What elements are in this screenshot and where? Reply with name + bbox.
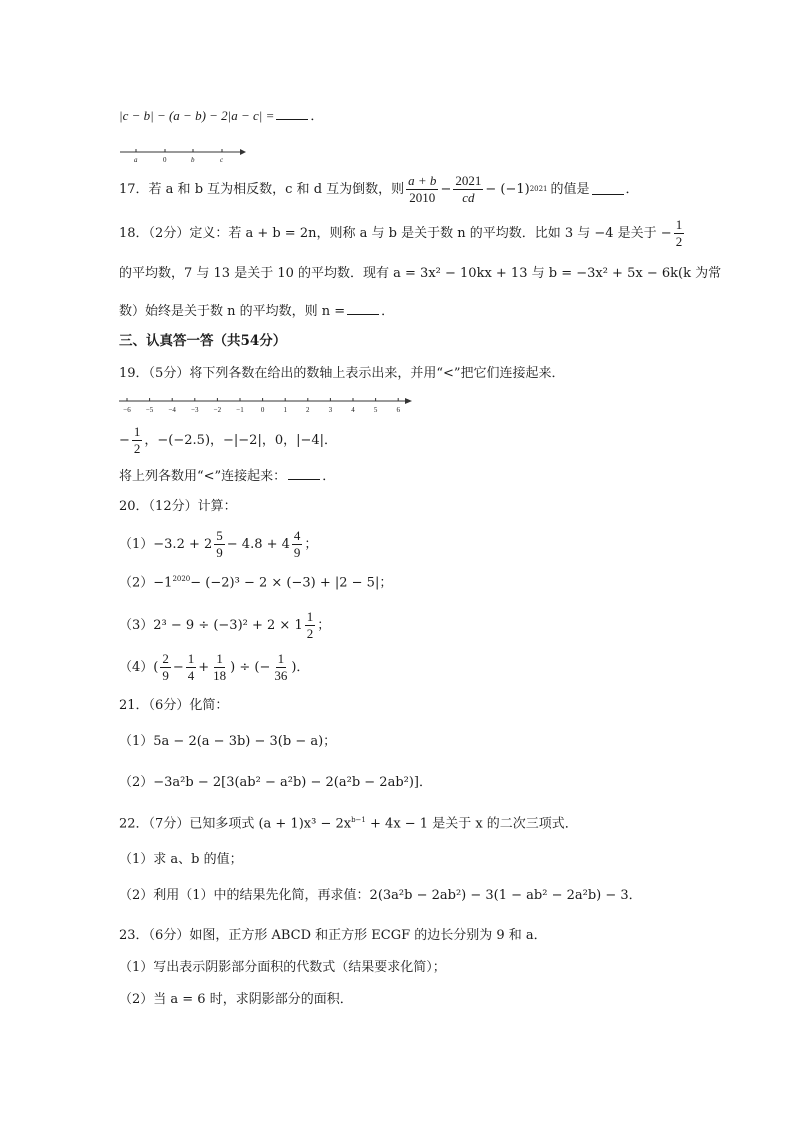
q19-connect-text: 将上列各数用“<”连接起来： xyxy=(119,469,287,484)
q20-p4-f4n: 1 xyxy=(277,651,285,666)
q20-p2-a: （2）−1 xyxy=(119,575,173,591)
q20-p4-f1n: 2 xyxy=(162,651,169,666)
q20-p4-frac-4 xyxy=(272,652,289,682)
abs-expression: |c − b| − (a − b) − 2|a − c| = ． xyxy=(119,108,324,123)
q20-p3-a: （3）2³ − 9 ÷ (−3)² + 2 × 1 xyxy=(119,617,303,633)
q20-part-3 xyxy=(119,610,330,640)
q20-p4-m2: + xyxy=(198,659,210,675)
q22-title-exp: b−1 xyxy=(351,816,366,824)
q21-title: 21．（6分）化简： xyxy=(119,698,229,713)
q18-frac-den: 2 xyxy=(675,233,683,249)
q20-p3-frac xyxy=(305,610,316,640)
q20-p4-f2d: 4 xyxy=(187,667,195,683)
axis-label-a: a xyxy=(134,156,138,164)
axis-tick-label: −5 xyxy=(145,406,154,414)
q20-p1-f1d: 9 xyxy=(216,544,223,560)
q20-p1-f2d: 9 xyxy=(293,544,301,560)
q20-p4-m3: ) ÷ (− xyxy=(230,659,271,675)
axis-tick-label: 2 xyxy=(306,406,310,414)
q18-answer-blank[interactable] xyxy=(347,304,379,315)
q22-part-2: （2）利用（1）中的结果先化简，再求值：2(3a²b − 2ab²) − 3(1 − ab² − 2a²b) − 3． xyxy=(119,888,642,903)
q19-answer-blank[interactable] xyxy=(288,469,320,480)
abs-expression-text: |c − b| − (a − b) − 2|a − c| = xyxy=(119,108,275,123)
axis-tick-label: 1 xyxy=(283,406,287,414)
q20-p4-frac-2 xyxy=(186,652,197,682)
q20-p1-frac-1 xyxy=(214,529,225,559)
q22-title xyxy=(119,817,578,830)
q20-part-1 xyxy=(119,529,317,559)
q20-p1-frac-2 xyxy=(292,529,303,559)
q17-frac2-den: cd xyxy=(462,189,475,205)
q20-p1-c: ； xyxy=(304,536,318,552)
q18-fraction xyxy=(674,218,685,248)
question-17: 17．若 a 和 b 互为相反数，c 和 d 互为倒数，则 $\frac{a + b}{2010}$ − $\frac{2021}{cd}$ − (−1) 2021 的值是 ． xyxy=(119,173,639,205)
q20-p4-m1: − xyxy=(172,659,184,675)
q20-p3-b: ； xyxy=(317,617,331,633)
axis-tick-label: 3 xyxy=(328,406,333,414)
q22-title-b: + 4x − 1 是关于 x 的二次三项式． xyxy=(365,816,578,832)
q20-p4-f2n: 1 xyxy=(187,651,195,666)
axis-arrow xyxy=(405,398,412,404)
axis-tick-label: −6 xyxy=(123,406,131,414)
q20-p4-f1d: 9 xyxy=(162,667,169,683)
q17-frac1-den: 2010 xyxy=(409,189,436,205)
q19-numbers-rest: ，−(−2.5)，−|−2|，0，|−4|． xyxy=(144,432,338,448)
q19-frac-den: 2 xyxy=(133,440,141,456)
answer-blank[interactable] xyxy=(276,109,308,120)
q20-p4-f3d: 18 xyxy=(213,667,227,683)
q20-p3-fd: 2 xyxy=(306,625,314,641)
axis-tick-label: 4 xyxy=(351,406,355,414)
q23-title: 23．（6分）如图，正方形 ABCD 和正方形 ECGF 的边长分别为 9 和 a． xyxy=(119,928,547,943)
q17-text-2: 的值是 xyxy=(550,181,590,197)
axis-tick-label: −3 xyxy=(191,406,199,414)
q21-part-1: （1）5a − 2(a − 3b) − 3(b − a)； xyxy=(119,734,337,749)
q17-answer-blank[interactable] xyxy=(592,184,624,195)
axis-label-b: b xyxy=(191,156,195,164)
question-18-line-1 xyxy=(119,218,686,248)
q17-exponent: 2021 xyxy=(529,184,548,193)
q19-frac-num: 1 xyxy=(133,424,141,439)
q20-p4-frac-3 xyxy=(211,652,228,682)
q18-frac-num: 1 xyxy=(675,217,683,232)
axis-tick-label: −1 xyxy=(236,406,244,414)
q20-p1-b: − 4.8 + 4 xyxy=(226,536,290,552)
q21-part-2: （2）−3a²b − 2[3(ab² − a²b) − 2(a²b − 2ab²)]． xyxy=(119,775,432,790)
q20-p4-frac-1 xyxy=(160,652,171,682)
q19-text: 19．（5分）将下列各数在给出的数轴上表示出来，并用“<”把它们连接起来． xyxy=(119,366,565,381)
small-number-line xyxy=(118,146,248,164)
q20-p1-f2n: 4 xyxy=(293,528,301,543)
q20-title: 20．（12分）计算： xyxy=(119,499,237,514)
q18-text-3: 数）始终是关于数 n 的平均数，则 n = xyxy=(119,304,346,319)
q20-p4-a: （4）( xyxy=(119,659,159,675)
q20-p3-fn: 1 xyxy=(306,609,314,624)
q20-p1-f1n: 5 xyxy=(216,528,223,543)
q17-frac1-num: a + b xyxy=(408,173,437,188)
q19-number-line xyxy=(117,396,415,416)
q22-part-1: （1）求 a、b 的值； xyxy=(119,852,243,867)
axis-label-0: 0 xyxy=(163,156,167,164)
q18-text-1: 18．（2分）定义：若 a + b = 2n，则称 a 与 b 是关于数 n 的平均数．比如 3 与 −4 是关于 − xyxy=(119,225,672,241)
q18-text-2: 的平均数，7 与 13 是关于 10 的平均数．现有 a = 3x² − 10kx + 13 与 b = −3x² + 5x − 6k(k 为常 xyxy=(119,266,722,281)
q23-part-1: （1）写出表示阴影部分面积的代数式（结果要求化简）； xyxy=(119,960,446,975)
q20-part-2 xyxy=(119,576,392,589)
q19-numbers xyxy=(119,425,337,455)
q20-p4-end: )． xyxy=(291,659,310,675)
axis-tick-label: 0 xyxy=(260,406,265,414)
q17-tail: − (−1) xyxy=(485,181,530,197)
question-18-line-2 xyxy=(119,267,721,280)
q23-part-2: （2）当 a = 6 时，求阴影部分的面积． xyxy=(119,992,353,1007)
axis-tick-label: 5 xyxy=(373,406,378,414)
q19-connect: 将上列各数用“<”连接起来： ． xyxy=(119,469,336,484)
q17-fraction-2 xyxy=(453,174,483,204)
q22-title-a: 22．（7分）已知多项式 (a + 1)x³ − 2x xyxy=(119,816,352,832)
q20-p4-f3n: 1 xyxy=(216,651,223,666)
q20-part-4 xyxy=(119,652,309,682)
axis-label-c: c xyxy=(220,156,224,164)
q20-p2-exp: 2020 xyxy=(172,575,191,583)
q17-fraction-1 xyxy=(406,174,438,204)
q17-frac2-num: 2021 xyxy=(455,173,482,188)
q17-text: 17．若 a 和 b 互为相反数，c 和 d 互为倒数，则 xyxy=(119,181,405,197)
question-18-line-3: 数）始终是关于数 n 的平均数，则 n = ． xyxy=(119,304,395,319)
q19-fraction xyxy=(132,425,143,455)
q20-p1-a: （1）−3.2 + 2 xyxy=(119,536,213,552)
axis-tick-label: 6 xyxy=(396,406,400,414)
q20-p2-b: − (−2)³ − 2 × (−3) + |2 − 5|； xyxy=(190,575,393,591)
axis-tick-label: −2 xyxy=(213,406,222,414)
section-3-heading: 三、认真答一答（共54分） xyxy=(119,333,287,349)
axis-tick-label: −4 xyxy=(168,406,176,414)
q19-minus: − xyxy=(119,432,130,448)
q20-p4-f4d: 36 xyxy=(274,667,288,683)
